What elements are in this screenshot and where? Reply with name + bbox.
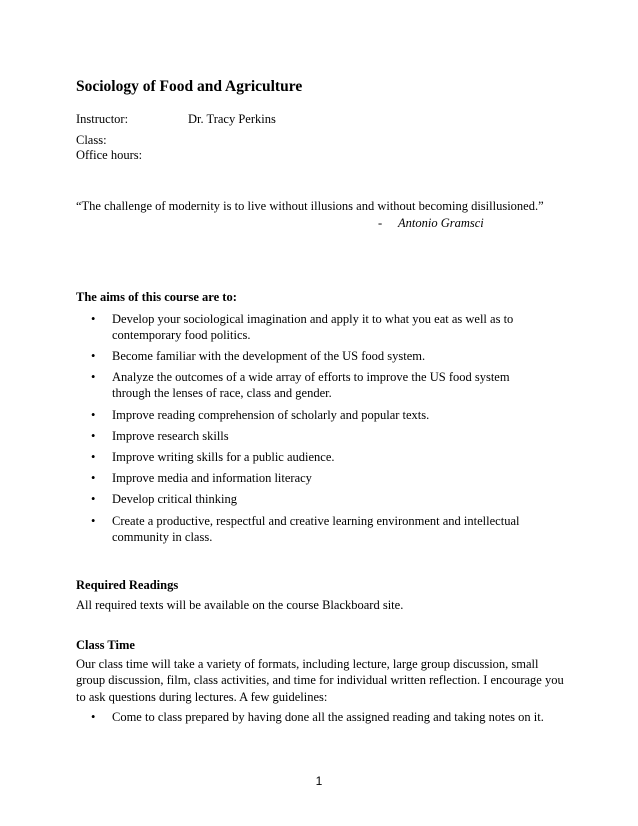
bullet-icon: •: [91, 471, 96, 486]
instructor-label: Instructor:: [76, 112, 129, 126]
epigraph-attribution: [378, 216, 484, 231]
bullet-icon: •: [91, 492, 96, 507]
office-hours-label: Office hours:: [76, 148, 143, 162]
class-label: Class:: [76, 133, 107, 147]
bullet-icon: •: [91, 513, 96, 528]
bullet-icon: •: [91, 407, 96, 422]
aims-list: [76, 311, 546, 550]
list-item: • Create a productive, respectful and creative learning environment and intellectual community in class.: [91, 513, 520, 544]
class-time-text: Our class time will take a variety of formats, including lecture, large group discussion, small group discussion, film, class activities, and time for individual written reflection. I encourage you to ask questions during lectures. A few guidelines:: [76, 657, 564, 704]
attribution-author: Antonio Gramsci: [398, 216, 484, 230]
bullet-icon: •: [91, 428, 96, 443]
list-item: • Become familiar with the development of the US food system.: [91, 349, 426, 364]
class-time-heading: Class Time: [76, 638, 135, 652]
bullet-icon: •: [91, 370, 96, 385]
readings-text: All required texts will be available on the course Blackboard site.: [76, 598, 404, 612]
class-time-list: [76, 709, 546, 730]
aims-heading: The aims of this course are to:: [76, 290, 237, 304]
bullet-icon: •: [91, 349, 96, 364]
epigraph-quote: “The challenge of modernity is to live without illusions and without becoming disillusioned.”: [76, 199, 544, 213]
list-item: • Come to class prepared by having done all the assigned reading and taking notes on it.: [91, 710, 544, 724]
list-item: • Improve writing skills for a public audience.: [91, 449, 335, 464]
list-item: • Improve media and information literacy: [91, 471, 312, 486]
page-number: 1: [315, 774, 323, 788]
bullet-icon: •: [91, 449, 96, 464]
list-item: • Develop critical thinking: [91, 492, 237, 507]
bullet-icon: •: [91, 710, 96, 724]
document-title: Sociology of Food and Agriculture: [76, 78, 303, 95]
list-item: • Improve research skills: [91, 428, 229, 443]
list-item: • Improve reading comprehension of scholarly and popular texts.: [91, 407, 430, 422]
list-item: • Develop your sociological imagination and apply it to what you eat as well as to contemporary food politics.: [91, 312, 514, 342]
list-item: • Analyze the outcomes of a wide array of efforts to improve the US food system through the lenses of race, class and gender.: [91, 370, 510, 401]
readings-heading: Required Readings: [76, 578, 179, 592]
bullet-icon: •: [91, 312, 96, 326]
attribution-dash: -: [378, 216, 383, 230]
instructor-name: Dr. Tracy Perkins: [188, 112, 276, 126]
